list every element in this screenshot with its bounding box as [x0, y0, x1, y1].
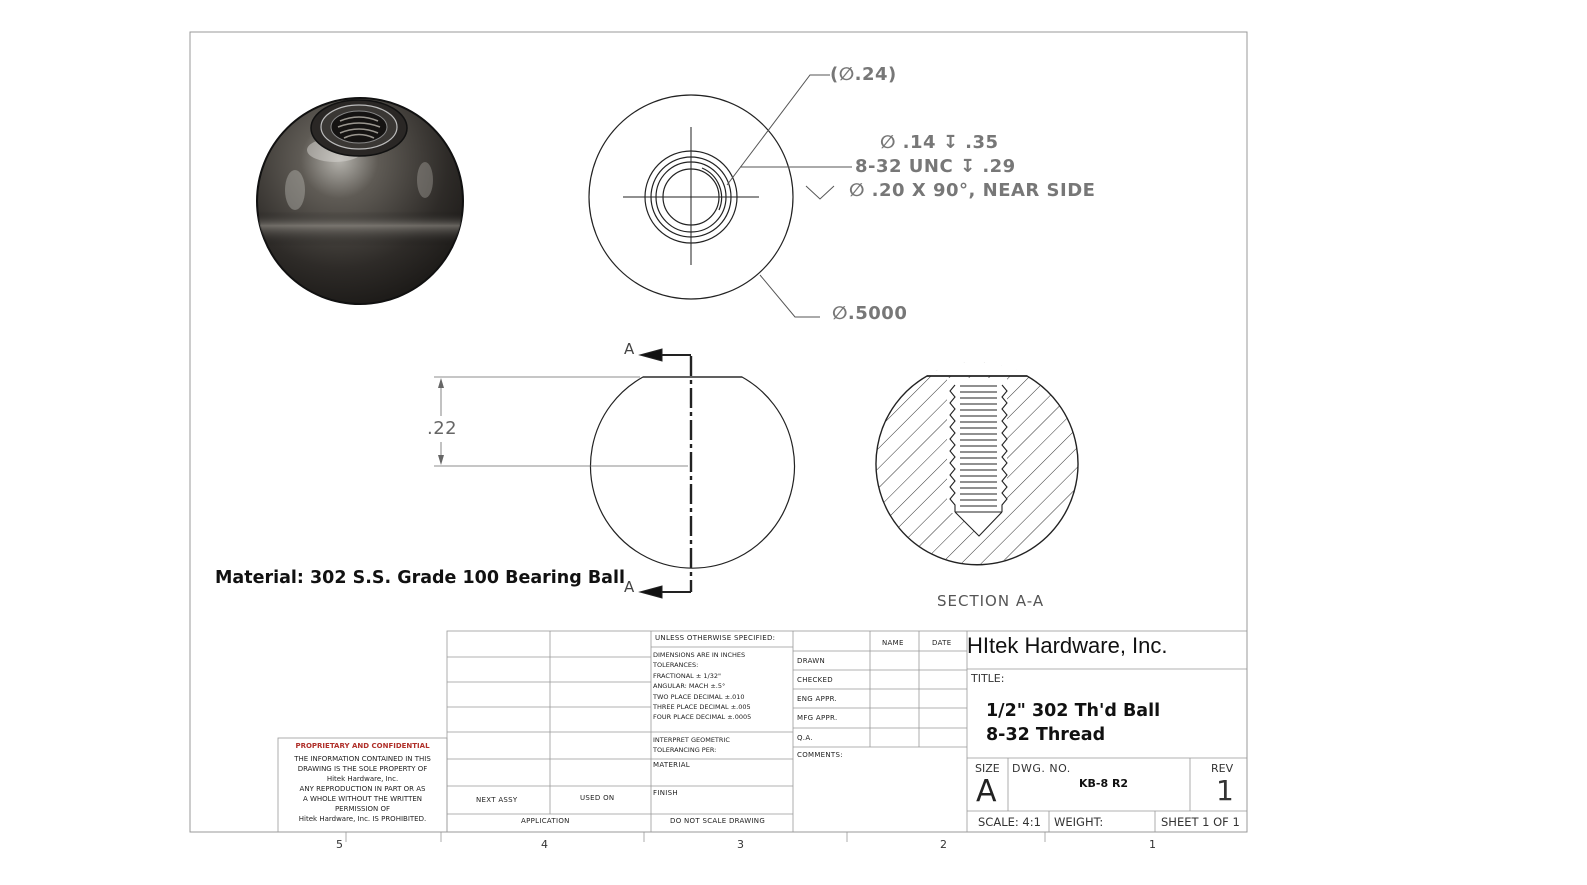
checked-label: CHECKED: [797, 676, 833, 684]
sheet-label: SHEET 1 OF 1: [1161, 815, 1240, 829]
outer-diameter-callout: (∅.24): [830, 64, 897, 85]
interpret-line: INTERPRET GEOMETRIC: [653, 736, 730, 744]
height-dimension: .22: [427, 418, 458, 439]
ball-diameter-callout: ∅.5000: [832, 303, 908, 324]
title-line-1: 1/2" 302 Th'd Ball: [986, 701, 1161, 721]
size-label: SIZE: [975, 762, 1000, 775]
name-header: NAME: [882, 639, 904, 647]
section-label-top: A: [624, 340, 635, 358]
date-header: DATE: [932, 639, 952, 647]
front-view: [434, 349, 795, 598]
tolerances-block: [653, 650, 751, 723]
proprietary-line: PERMISSION OF: [334, 805, 391, 813]
zone-number: 1: [1149, 838, 1156, 851]
proprietary-line: DRAWING IS THE SOLE PROPERTY OF: [297, 765, 428, 773]
company-name: HItek Hardware, Inc.: [967, 633, 1168, 658]
title-line-2: 8-32 Thread: [986, 725, 1106, 745]
do-not-scale-label: DO NOT SCALE DRAWING: [670, 817, 766, 825]
section-view: [870, 360, 1090, 570]
next-assy-label: NEXT ASSY: [476, 796, 518, 804]
zone-number: 5: [336, 838, 343, 851]
rev-value: 1: [1216, 774, 1234, 807]
tolerance-line: ANGULAR: MACH ±.5°: [653, 682, 726, 691]
unless-label: UNLESS OTHERWISE SPECIFIED:: [655, 634, 776, 642]
proprietary-block: [278, 741, 447, 824]
section-label-bottom: A: [624, 578, 635, 596]
countersink-callout: ∅ .20 X 90°, NEAR SIDE: [849, 180, 1096, 201]
proprietary-line: A WHOLE WITHOUT THE WRITTEN: [302, 795, 423, 803]
eng-appr-label: ENG APPR.: [797, 695, 838, 703]
mfg-appr-label: MFG APPR.: [797, 714, 838, 722]
section-caption: SECTION A-A: [937, 592, 1045, 610]
drawn-label: DRAWN: [797, 657, 826, 665]
material-note: Material: 302 S.S. Grade 100 Bearing Ball: [215, 568, 625, 588]
interpret-line: TOLERANCING PER:: [653, 746, 717, 755]
material-label: MATERIAL: [653, 761, 690, 769]
proprietary-title: PROPRIETARY AND CONFIDENTIAL: [295, 742, 430, 750]
top-view: [589, 75, 852, 317]
application-label: APPLICATION: [521, 817, 570, 825]
comments-label: COMMENTS:: [797, 751, 843, 759]
rev-label: REV: [1211, 762, 1234, 775]
qa-label: Q.A.: [797, 734, 813, 742]
scale-label: SCALE: 4:1: [978, 815, 1041, 829]
tolerance-line: TWO PLACE DECIMAL ±.010: [653, 692, 745, 701]
proprietary-line: Hitek Hardware, Inc.: [326, 775, 399, 783]
proprietary-line: THE INFORMATION CONTAINED IN THIS: [294, 755, 431, 763]
thread-callout: 8-32 UNC ↧ .29: [855, 156, 1016, 177]
proprietary-line: Hitek Hardware, Inc. IS PROHIBITED.: [298, 815, 427, 823]
ball-3d-render: [257, 98, 463, 304]
tolerance-line: TOLERANCES:: [653, 661, 699, 670]
interpret-block: [653, 735, 730, 756]
size-value: A: [976, 774, 997, 809]
tolerance-line: THREE PLACE DECIMAL ±.005: [653, 703, 751, 712]
proprietary-line: ANY REPRODUCTION IN PART OR AS: [299, 785, 426, 793]
hole-depth-callout: ∅ .14 ↧ .35: [880, 132, 999, 153]
finish-label: FINISH: [653, 789, 678, 797]
dwg-no-label: DWG. NO.: [1012, 762, 1071, 775]
zone-number: 4: [541, 838, 548, 851]
tolerance-line: FRACTIONAL ± 1/32": [653, 671, 721, 680]
weight-label: WEIGHT:: [1054, 815, 1104, 829]
used-on-label: USED ON: [580, 794, 615, 802]
zone-number: 3: [737, 838, 744, 851]
zone-number: 2: [940, 838, 947, 851]
dwg-no-value: KB-8 R2: [1079, 777, 1129, 790]
tolerance-line: FOUR PLACE DECIMAL ±.0005: [653, 713, 752, 722]
tolerance-line: DIMENSIONS ARE IN INCHES: [653, 651, 746, 659]
title-label: TITLE:: [971, 672, 1005, 685]
